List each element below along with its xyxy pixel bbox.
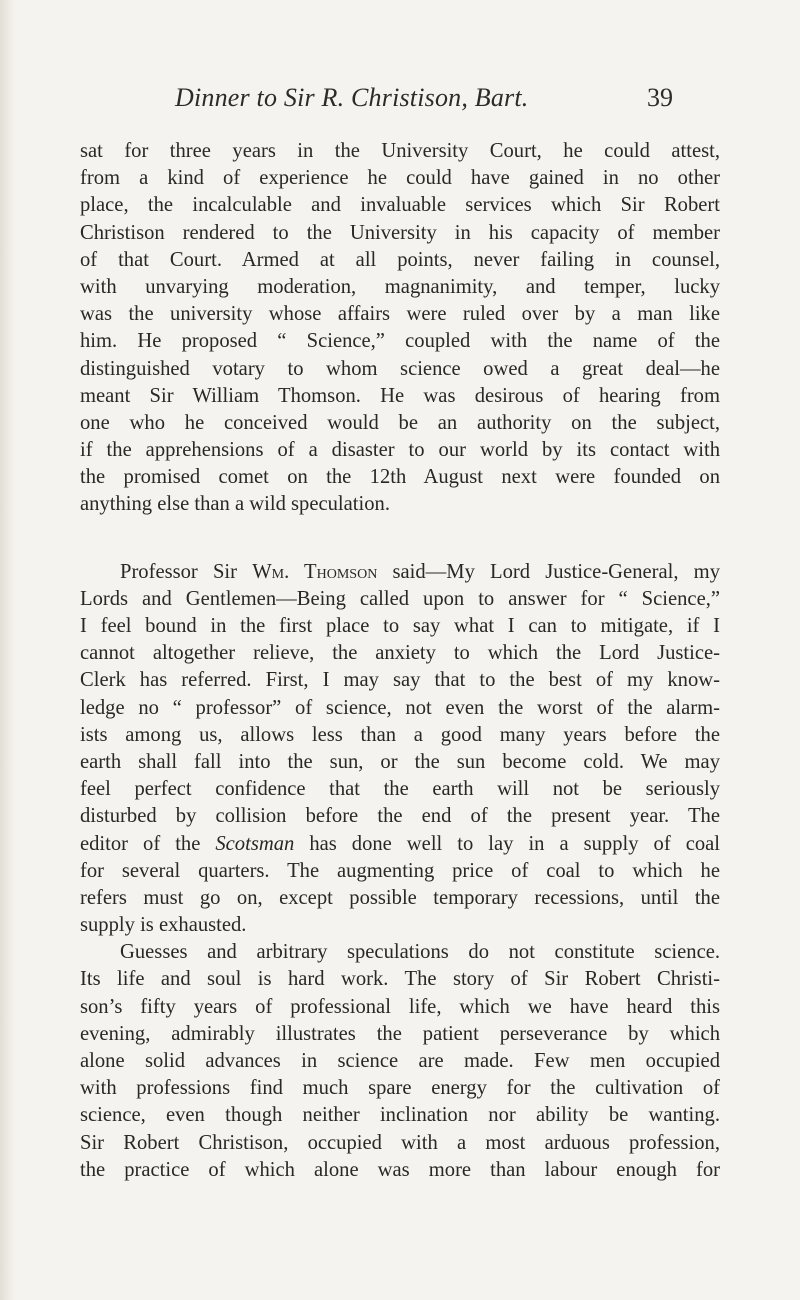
text-line: sat for three years in the University Court, he could attest, [80, 140, 720, 162]
text-line: supply is exhausted. [80, 914, 247, 937]
text-line: science, even though neither inclination nor ability be wanting. [80, 1104, 720, 1127]
text-line [80, 831, 720, 858]
speaker-opening: said—My Lord Justice-General, my [377, 560, 720, 583]
text-line: from a kind of experience he could have gained in no other [80, 167, 720, 190]
paragraph-2 [80, 559, 720, 940]
page-gutter-shadow [0, 0, 16, 1300]
running-head-title: Dinner to Sir R. Christison, Bart. [175, 83, 529, 112]
text-line: distinguished votary to whom science owed a great deal—he [80, 357, 720, 380]
text-line: the promised comet on the 12th August next were founded on [80, 466, 720, 489]
paragraph-gap [80, 519, 720, 559]
text-line: him. He proposed “ Science,” coupled with the name of the [80, 330, 720, 353]
text-line: of that Court. Armed at all points, never failing in counsel, [80, 248, 720, 271]
text-line: place, the incalculable and invaluable services which Sir Robert [80, 194, 720, 217]
text-fragment: has done well to lay in a supply of coal [294, 832, 721, 855]
speaker-line [80, 559, 720, 586]
text-line: Lords and Gentlemen—Being called upon to answer for “ Science,” [80, 587, 720, 610]
text-line: anything else than a wild speculation. [80, 493, 390, 516]
text-line: for several quarters. The augmenting price of coal to which he [80, 859, 720, 882]
newspaper-title: Scotsman [215, 832, 295, 855]
running-head [0, 83, 800, 123]
text-line: the practice of which alone was more than labour enough for [80, 1158, 720, 1181]
body-text [80, 138, 720, 1184]
text-line: feel perfect confidence that the earth will not be seriously [80, 778, 720, 801]
text-line: I feel bound in the first place to say what I can to mitigate, if I [80, 615, 720, 637]
text-line: ists among us, allows less than a good many years before the [80, 723, 720, 746]
text-line: with professions find much spare energy for the cultivation of [80, 1077, 720, 1100]
text-line: cannot altogether relieve, the anxiety to which the Lord Justice- [80, 642, 720, 665]
speaker-intro: Professor Sir [120, 560, 253, 583]
text-line: ledge no “ professor” of science, not even the worst of the alarm- [80, 696, 720, 719]
text-line: meant Sir William Thomson. He was desirous of hearing from [80, 384, 720, 407]
text-line: son’s fifty years of professional life, which we have heard this [80, 995, 720, 1018]
text-line: if the apprehensions of a disaster to our world by its contact with [80, 439, 720, 462]
text-line: Christison rendered to the University in his capacity of member [80, 221, 720, 244]
text-line: earth shall fall into the sun, or the sun become cold. We may [80, 750, 720, 773]
text-line: evening, admirably illustrates the patient perseverance by which [80, 1022, 720, 1045]
text-line: one who he conceived would be an authority on the subject, [80, 411, 720, 434]
text-line: Clerk has referred. First, I may say that to the best of my know- [80, 669, 720, 692]
paragraph-3 [80, 939, 720, 1184]
speaker-name: Wm. Thomson [252, 560, 378, 583]
text-line: Guesses and arbitrary speculations do not constitute science. [120, 941, 720, 964]
page-number: 39 [647, 83, 673, 112]
text-line: alone solid advances in science are made. Few men occupied [80, 1050, 720, 1072]
text-fragment: editor of the [80, 832, 216, 855]
text-line: Sir Robert Christison, occupied with a most arduous profession, [80, 1131, 720, 1154]
text-line: was the university whose affairs were ruled over by a man like [80, 303, 720, 326]
paragraph-1 [80, 138, 720, 519]
text-line: Its life and soul is hard work. The story of Sir Robert Christi- [80, 968, 720, 991]
text-line: disturbed by collision before the end of the present year. The [80, 805, 720, 828]
text-line: with unvarying moderation, magnanimity, and temper, lucky [80, 275, 720, 298]
text-line: refers must go on, except possible temporary recessions, until the [80, 886, 720, 909]
